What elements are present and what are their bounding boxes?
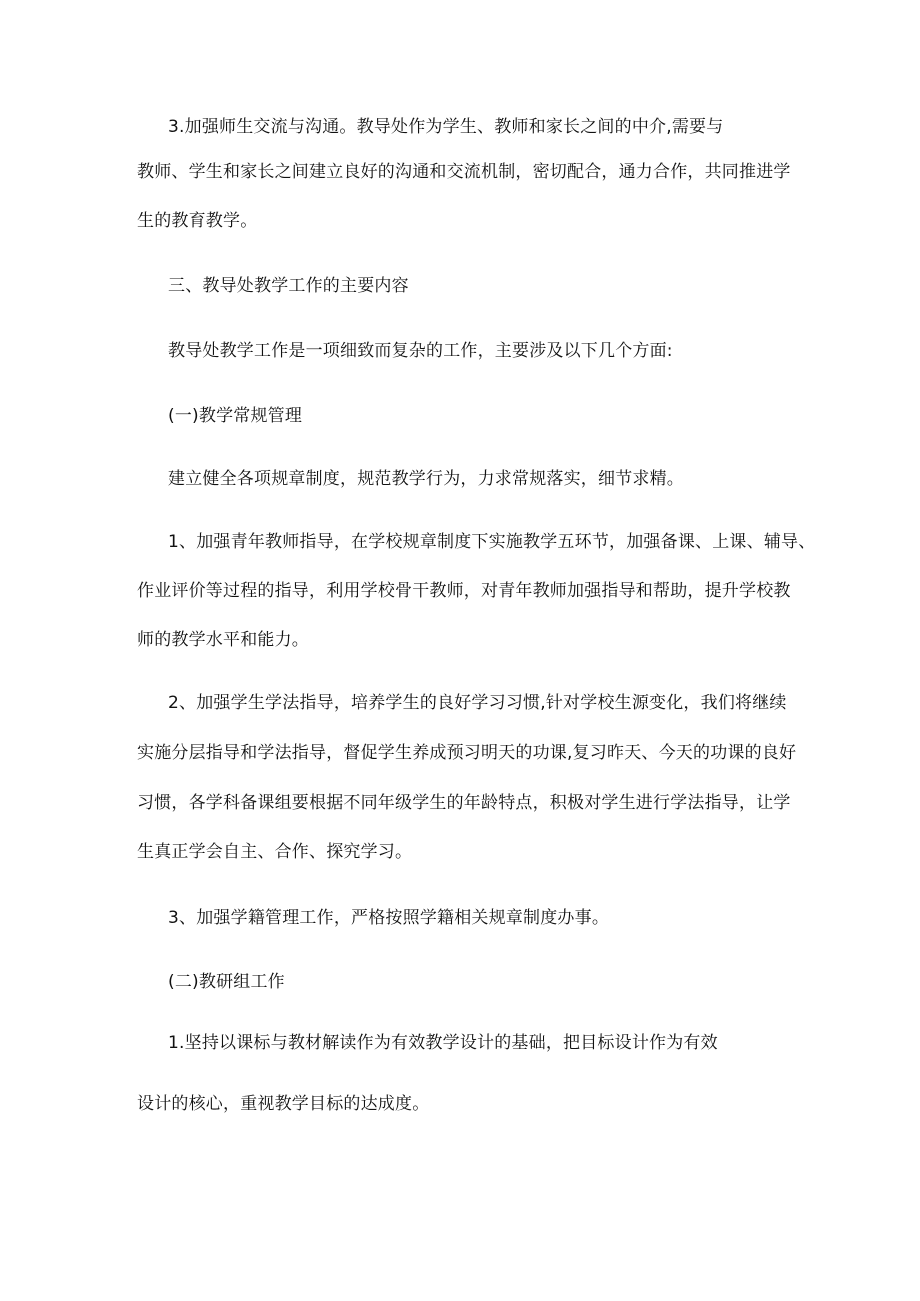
item-3-line-1: 3、加强学籍管理工作，严格按照学籍相关规章制度办事。	[168, 908, 610, 928]
subsection-heading-one: (一)教学常规管理	[168, 406, 303, 426]
item-2-line-3: 习惯，各学科备课组要根据不同年级学生的年龄特点，积极对学生进行学法指导，让学	[137, 793, 791, 813]
item-2-line-4: 生真正学会自主、合作、探究学习。	[137, 842, 413, 862]
research-item-1-line-1: 1.坚持以课标与教材解读作为有效教学设计的基础，把目标设计作为有效	[168, 1033, 718, 1053]
research-item-1-line-2: 设计的核心，重视教学目标的达成度。	[137, 1094, 430, 1114]
item-1-line-3: 师的教学水平和能力。	[137, 630, 309, 650]
routine-paragraph: 建立健全各项规章制度，规范教学行为，力求常规落实，细节求精。	[168, 469, 684, 489]
item-2-line-1: 2、加强学生学法指导，培养学生的良好学习习惯,针对学校生源变化，我们将继续	[168, 693, 787, 713]
item-1-line-1: 1、加强青年教师指导，在学校规章制度下实施教学五环节，加强备课、上课、辅导、	[168, 532, 816, 552]
section-heading-three: 三、教导处教学工作的主要内容	[168, 276, 409, 296]
paragraph-1-line-1: 3.加强师生交流与沟通。教导处作为学生、教师和家长之间的中介,需要与	[168, 117, 724, 137]
paragraph-1-line-2: 教师、学生和家长之间建立良好的沟通和交流机制，密切配合，通力合作，共同推进学	[137, 162, 791, 182]
paragraph-1-line-3: 生的教育教学。	[137, 211, 258, 231]
item-2-line-2: 实施分层指导和学法指导，督促学生养成预习明天的功课,复习昨天、今天的功课的良好	[137, 743, 797, 763]
item-1-line-2: 作业评价等过程的指导，利用学校骨干教师，对青年教师加强指导和帮助，提升学校教	[137, 581, 791, 601]
subsection-heading-two: (二)教研组工作	[168, 972, 285, 992]
intro-paragraph: 教导处教学工作是一项细致而复杂的工作，主要涉及以下几个方面:	[168, 341, 673, 361]
